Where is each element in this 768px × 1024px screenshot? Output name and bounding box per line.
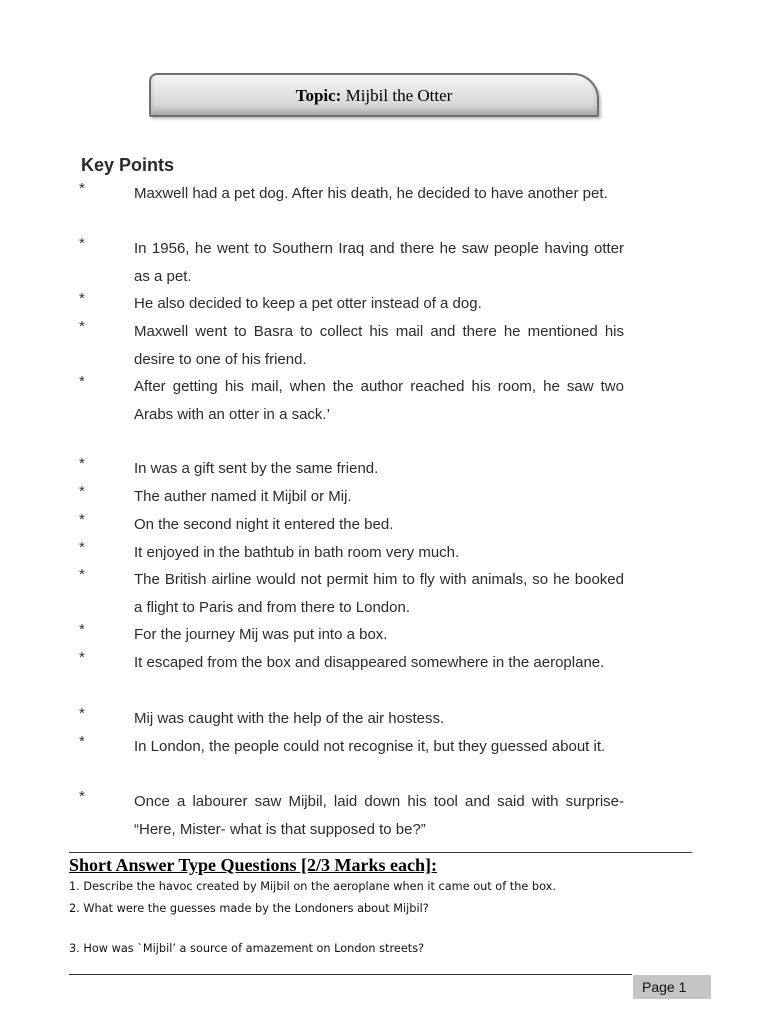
key-point-text: After getting his mail, when the author reached his room, he saw two Arabs with an otter in a sack.’	[134, 378, 624, 423]
bullet-marker: *	[79, 483, 85, 500]
bullet-marker: *	[79, 318, 85, 335]
bullet-marker: *	[79, 455, 85, 472]
bullet-marker: *	[79, 649, 85, 666]
question-item: 1. Describe the havoc created by Mijbil on the aeroplane when it came out of the box.	[69, 880, 556, 893]
bullet-marker: *	[79, 290, 85, 307]
short-answer-heading: Short Answer Type Questions [2/3 Marks each]:	[69, 855, 438, 875]
key-point-text: The auther named it Mijbil or Mij.	[134, 488, 352, 505]
question-item: 3. How was `Mijbil’ a source of amazement on London streets?	[69, 942, 425, 955]
key-point-text: The British airline would not permit him to fly with animals, so he booked a flight to Paris and from there to London.	[134, 571, 624, 616]
bullet-marker: *	[79, 180, 85, 197]
bullet-marker: *	[79, 511, 85, 528]
topic-title: Mijbil the Otter	[345, 86, 453, 105]
bullet-marker: *	[79, 235, 85, 252]
key-point-text: It enjoyed in the bathtub in bath room very much.	[134, 544, 460, 561]
bullet-marker: *	[79, 733, 85, 750]
key-point-text: In 1956, he went to Southern Iraq and there he saw people having otter as a pet.	[134, 240, 624, 285]
key-point-text: Maxwell went to Basra to collect his mail and there he mentioned his desire to one of his friend.	[134, 323, 624, 368]
topic-label: Topic:	[295, 86, 342, 105]
footer-divider	[69, 974, 632, 975]
key-point-text: Mij was caught with the help of the air hostess.	[134, 710, 445, 727]
key-point-text: In London, the people could not recognise it, but they guessed about it.	[134, 738, 606, 755]
key-point-text: On the second night it entered the bed.	[134, 516, 394, 533]
key-point-text: He also decided to keep a pet otter instead of a dog.	[134, 295, 482, 312]
section-divider	[69, 852, 692, 853]
bullet-marker: *	[79, 539, 85, 556]
key-point-text: Once a labourer saw Mijbil, laid down his tool and said with surprise- “Here, Mister- what is that supposed to be?”	[134, 793, 624, 838]
key-point-text: In was a gift sent by the same friend.	[134, 460, 379, 477]
key-points-heading: Key Points	[81, 155, 175, 175]
bullet-marker: *	[79, 788, 85, 805]
bullet-marker: *	[79, 566, 85, 583]
question-item: 2. What were the guesses made by the Londoners about Mijbil?	[69, 902, 429, 915]
key-point-text: It escaped from the box and disappeared somewhere in the aeroplane.	[134, 654, 605, 671]
page-number: Page 1	[633, 975, 711, 999]
key-point-text: Maxwell had a pet dog. After his death, he decided to have another pet.	[134, 185, 608, 202]
topic-banner	[149, 73, 599, 117]
bullet-marker: *	[79, 621, 85, 638]
bullet-marker: *	[79, 373, 85, 390]
bullet-marker: *	[79, 705, 85, 722]
key-point-text: For the journey Mij was put into a box.	[134, 626, 388, 643]
